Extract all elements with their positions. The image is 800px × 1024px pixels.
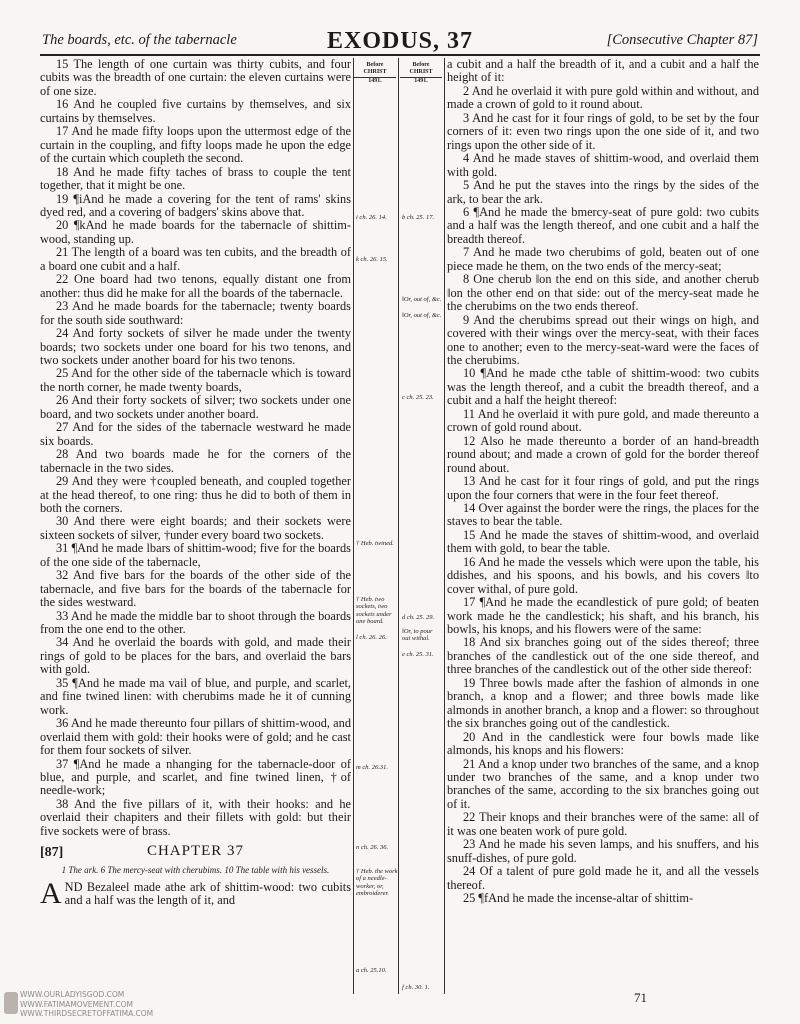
right-verse: 9 And the cherubims spread out their wings on high, and covered with their wings over the mercy-seat, with their faces one to another; even to the mercy-seat-ward were the faces of the cherubims. <box>447 312 759 367</box>
left-verse: 29 And they were †coupled beneath, and coupled together at the head thereof, to one ring: thus he did to both of them in both the corners. <box>40 474 351 515</box>
right-verses <box>447 58 759 906</box>
margin-note-or1: ‖Or, out of, &c. <box>402 296 442 303</box>
footer-site-3[interactable]: WWW.THIRDSECRETOFFATIMA.COM <box>20 1009 154 1018</box>
header-consecutive-chapter: [Consecutive Chapter 87] <box>606 32 758 48</box>
right-verse: 18 And six branches going out of the sides thereof; three branches of the candlestick out of the one side thereof, and three branches of the candlestick out of the other side thereof: <box>447 635 759 677</box>
right-verse: 10 ¶And he made cthe table of shittim-wood: two cubits was the length thereof, and a cubit the breadth thereof, and a cubit and a half the height thereof: <box>447 366 759 408</box>
left-verse: 27 And for the sides of the tabernacle westward he made six boards. <box>40 420 351 448</box>
left-verse: 26 And their forty sockets of silver; two sockets under one board, and two sockets under another board. <box>40 393 351 421</box>
margin-note-heb2: † Heb. two sockets, two sockets under one board. <box>356 596 392 626</box>
left-verse: 35 ¶And he made ma vail of blue, and purple, and scarlet, and fine twined linen: with cherubims made he it of cunning work. <box>40 675 351 717</box>
margin-note-a: a ch. 25.10. <box>356 967 387 974</box>
chapter-heading <box>40 845 351 863</box>
bc-christ: CHRIST <box>354 69 396 78</box>
left-verse: 36 And he made thereunto four pillars of shittim-wood, and overlaid them with gold: their hooks were of gold; and he cast for them four sockets of silver. <box>40 716 351 758</box>
right-verse: 13 And he cast for it four rings of gold, and put the rings upon the four corners that were in the four feet thereof. <box>447 474 759 502</box>
column-rule-right <box>444 58 445 994</box>
margin-note-or2: ‖Or, out of, &c. <box>402 312 442 319</box>
left-verse: 24 And forty sockets of silver he made under the twenty boards; two sockets under one board for his two tenons, and two sockets under another board for his two tenons. <box>40 326 351 367</box>
page-header <box>40 28 760 56</box>
footer-site-2[interactable]: WWW.FATIMAMOVEMENT.COM <box>20 999 133 1009</box>
bc-year: 1491. <box>414 78 428 84</box>
margin-note-e: e ch. 25. 31. <box>402 651 434 658</box>
left-verse: 23 And he made boards for the tabernacle; twenty boards for the south side southward: <box>40 299 351 327</box>
bc-christ: CHRIST <box>400 69 442 78</box>
right-verse: 19 Three bowls made after the fashion of almonds in one branch, a knop and a flower; and three bowls made like almonds in another branch, a knop and a flower: so throughout the six branches going out of the candlestick. <box>447 675 759 731</box>
right-verse: 16 And he made the vessels which were upon the table, his ddishes, and his spoons, and his bowls, and his covers ‖to cover withal, of pure gold. <box>447 554 759 596</box>
right-verse: a cubit and a half the breadth of it, and a cubit and a half the height of it: <box>447 57 759 85</box>
column-rule-left <box>353 58 354 994</box>
first-verse-text: ND Bezaleel made athe ark of shittim-wood: two cubits and a half was the length of it, and <box>64 879 351 908</box>
page-number: 71 <box>634 990 647 1005</box>
left-verse: 34 And he overlaid the boards with gold, and made their rings of gold to be places for the bars, and overlaid the bars with gold. <box>40 635 351 677</box>
left-verse: 33 And he made the middle bar to shoot through the boards from the one end to the other. <box>40 608 351 637</box>
right-verse: 21 And a knop under two branches of the same, and a knop under two branches of the same, and a knop under two branches of the same, according to the six branches going out of it. <box>447 756 759 811</box>
left-verses <box>40 58 351 838</box>
right-verse: 6 ¶And he made the bmercy-seat of pure gold: two cubits and a half was the length thereof, and one cubit and a half the breadth thereof. <box>447 204 759 246</box>
right-column <box>447 58 759 906</box>
before-christ-left <box>354 62 396 85</box>
left-verse: 16 And he coupled five curtains by themselves, and six curtains by themselves. <box>40 97 351 125</box>
right-verse: 17 ¶And he made the ecandlestick of pure gold; of beaten work made he the candlestick; his shaft, and his branch, his bowls, his knops, and his flowers were of the same: <box>447 595 759 637</box>
left-verse: 22 One board had two tenons, equally distant one from another: thus did he make for all the boards of the tabernacle. <box>40 272 351 300</box>
left-verse: 31 ¶And he made lbars of shittim-wood; five for the boards of the one side of the tabernacle, <box>40 541 351 569</box>
margin-note-m: m ch. 26.31. <box>356 764 388 771</box>
margin-note-c: c ch. 25. 23. <box>402 394 434 401</box>
right-verse: 25 ¶fAnd he made the incense-altar of shittim- <box>463 891 694 906</box>
right-verse: 23 And he made his seven lamps, and his snuffers, and his snuff-dishes, of pure gold. <box>447 837 759 865</box>
right-verse: 8 One cherub ‖on the end on this side, and another cherub ‖on the other end on that side: out of the mercy-seat made he the cherubims on the two ends thereof. <box>447 272 759 314</box>
left-verse: 30 And there were eight boards; and their sockets were sixteen sockets of silver, †under every board two sockets. <box>40 514 351 542</box>
bc-label: Before <box>366 62 384 68</box>
left-verse: 38 And the five pillars of it, with their hooks: and he overlaid their chapiters and their fillets with gold: but their five sockets were of brass. <box>40 796 351 838</box>
margin-note-f: f ch. 30. 1. <box>402 984 430 991</box>
right-verse: 3 And he cast for it four rings of gold, to be set by the four corners of it: even two rings upon the one side of it, and two rings upon the other side of it. <box>447 110 759 152</box>
right-verse: 20 And in the candlestick were four bowls made like almonds, his knops and his flowers: <box>447 729 759 758</box>
chapter-summary: 1 The ark. 6 The mercy-seat with cherubims. 10 The table with his vessels. <box>61 865 330 876</box>
left-verse: 32 And five bars for the boards of the other side of the tabernacle, and five bars for the boards of the tabernacle for the sides westward. <box>40 568 351 610</box>
header-left-title: The boards, etc. of the tabernacle <box>42 32 237 48</box>
left-verse: 21 The length of a board was ten cubits, and the breadth of a board one cubit and a half. <box>40 245 351 273</box>
margin-note-l: l ch. 26. 26. <box>356 634 387 641</box>
header-book-chapter: EXODUS, 37 <box>326 28 474 54</box>
right-verse: 11 And he overlaid it with pure gold, and made thereunto a crown of gold round about. <box>447 406 759 435</box>
site-logo-icon <box>4 992 18 1014</box>
margin-note-b: b ch. 25. 17. <box>402 214 435 221</box>
margin-note-n: n ch. 26. 36. <box>356 844 389 851</box>
margin-note-or3: ‖Or, to pour out withal. <box>402 628 433 643</box>
drop-cap: A <box>40 876 62 910</box>
right-verse: 5 And he put the staves into the rings by the sides of the ark, to bear the ark. <box>447 178 759 206</box>
left-verse: 17 And he made fifty loops upon the uttermost edge of the curtain in the coupling, and fifty loops made he upon the edge of the curtain which coupleth the second. <box>40 124 351 166</box>
left-verse: 15 The length of one curtain was thirty cubits, and four cubits was the breadth of one curtain: the eleven curtains were of one size. <box>40 57 351 98</box>
footer-site-1[interactable]: WWW.OURLADYISGOD.COM <box>20 990 125 999</box>
chapter-first-verse <box>40 876 351 910</box>
chapter-number: [87] <box>40 845 64 861</box>
right-verse: 15 And he made the staves of shittim-wood, and overlaid them with gold, to bear the table. <box>447 527 759 556</box>
right-verse: 12 Also he made thereunto a border of an hand-breadth round about; and made a crown of gold for the border thereof round about. <box>447 433 759 475</box>
bc-label: Before <box>412 62 430 68</box>
right-verse: 4 And he made staves of shittim-wood, and overlaid them with gold. <box>447 151 759 179</box>
chapter-title: CHAPTER 37 <box>146 843 245 860</box>
margin-note-d: d ch. 25. 29. <box>402 614 435 621</box>
column-rule-center <box>398 58 399 994</box>
left-verse: 18 And he made fifty taches of brass to couple the tent together, that it might be one. <box>40 164 351 193</box>
before-christ-right <box>400 62 442 85</box>
margin-note-k: k ch. 26. 15. <box>356 256 388 263</box>
left-verse: 37 ¶And he made a nhanging for the tabernacle-door of blue, and purple, and scarlet, and fine twined linen, †of needle-work; <box>40 756 351 798</box>
left-verse: 25 And for the other side of the tabernacle which is toward the north corner, he made twenty boards, <box>40 366 351 394</box>
left-verse: 20 ¶kAnd he made boards for the tabernacle of shittim-wood, standing up. <box>40 218 351 246</box>
margin-note-heb3: † Heb. the work of a needle-worker, or, embroiderer. <box>356 868 398 898</box>
footer-websites <box>20 990 153 1019</box>
left-verse: 19 ¶iAnd he made a covering for the tent of rams' skins dyed red, and a covering of badgers' skins above that. <box>40 191 351 219</box>
right-verse: 2 And he overlaid it with pure gold within and without, and made a crown of gold to it round about. <box>447 83 759 112</box>
left-verse: 28 And two boards made he for the corners of the tabernacle in the two sides. <box>40 447 351 475</box>
right-verse: 22 Their knops and their branches were of the same: all of it was one beaten work of pure gold. <box>447 810 759 838</box>
right-verse: 7 And he made two cherubims of gold, beaten out of one piece made he them, on the two ends of the mercy-seat; <box>447 245 759 273</box>
right-verse: 24 Of a talent of pure gold made he it, and all the vessels thereof. <box>447 864 759 892</box>
right-verse: 14 Over against the border were the rings, the places for the staves to bear the table. <box>447 500 759 529</box>
bc-year: 1491. <box>368 78 382 84</box>
margin-note-i: i ch. 26. 14. <box>356 214 387 221</box>
left-column <box>40 58 351 908</box>
margin-note-heb1: † Heb. twined. <box>356 540 394 547</box>
